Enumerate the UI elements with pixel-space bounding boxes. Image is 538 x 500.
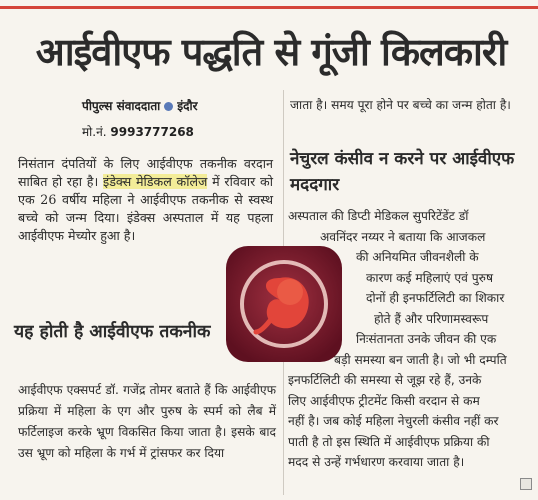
contact-label: मो.नं. — [82, 125, 107, 139]
page-corner-marker — [520, 478, 532, 490]
body-line: मदद से उन्हें गर्भधारण करवाया जाता है। — [288, 455, 465, 469]
continued-text: जाता है। समय पूरा होने पर बच्चे का जन्म होता है। — [290, 98, 511, 112]
contact-line — [82, 123, 272, 140]
contact-number: 9993777268 — [110, 125, 194, 139]
body-line: होते हैं और परिणामस्वरूप — [374, 311, 489, 326]
section-heading-natural-conceive: नेचुरल कंसीव न करने पर आईवीएफ मददगार — [290, 149, 515, 195]
byline-city: इंदौर — [177, 99, 198, 113]
body-line: लिए आईवीएफ ट्रीटमेंट किसी वरदान से कम — [288, 393, 480, 408]
top-red-rule — [0, 6, 538, 9]
body-line: अस्पताल की डिप्टी मेडिकल सुपरिटेंडेंट डॉ — [288, 209, 469, 223]
body-line: नहीं है। जब कोई महिला नेचुरली कंसीव नहीं कर — [288, 414, 499, 428]
bullet-dot-icon — [164, 102, 173, 111]
body-line: अवनिंदर नय्यर ने बताया कि आजकल — [320, 229, 486, 244]
body-line: इनफर्टिलिटी की समस्या से जूझ रहे हैं, उनके — [288, 373, 482, 387]
byline-reporter: पीपुल्स संवाददाता — [82, 99, 161, 113]
body-line: कारण कई महिलाएं एवं पुरुष — [366, 270, 493, 285]
lead-text-2: में रविवार को एक 26 वर्षीय महिला ने आईवीएफ तकनीक से स्वस्थ बच्चे को जन्म दिया। इंडेक्स अस्पताल में यह पहला आईवीएफ मेच्योर हुआ है। — [18, 174, 273, 243]
body-line: पाती है तो इस स्थिति में आईवीएफ प्रक्रिया की — [288, 434, 490, 449]
highlighted-text: इंडेक्स मेडिकल कॉलेज — [103, 174, 208, 189]
body-line: निःसंतानता उनके जीवन की एक — [356, 332, 497, 346]
section-heading-ivf-technique: यह होती है आईवीएफ तकनीक — [14, 322, 211, 342]
lead-text-1: निसंतान दंपतियों के लिए आईवीएफ तकनीक वरदान साबित हो रहा है। — [18, 156, 273, 189]
body-line: की अनियमित जीवनशैली के — [356, 250, 479, 264]
fetus-illustration-icon — [220, 240, 348, 368]
body-line: दोनों ही इनफर्टिलिटी का शिकार — [366, 291, 505, 305]
lead-paragraph — [18, 155, 273, 245]
headline: आईवीएफ पद्धति से गूंजी किलकारी — [35, 30, 507, 74]
ivf-technique-body: आईवीएफ एक्सपर्ट डॉ. गजेंद्र तोमर बताते हैं कि आईवीएफ प्रक्रिया में महिला के एग और पुरुष के स्पर्म को लैब में फर्टिलाइज करके भ्रूण विकसित किया जाता है। इसके बाद उस भ्रूण को महिला के गर्भ में ट्रांसफर कर दिया — [18, 383, 276, 460]
byline — [82, 97, 272, 114]
body-line: बड़ी समस्या बन जाती है। जो भी दम्पति — [334, 352, 507, 367]
